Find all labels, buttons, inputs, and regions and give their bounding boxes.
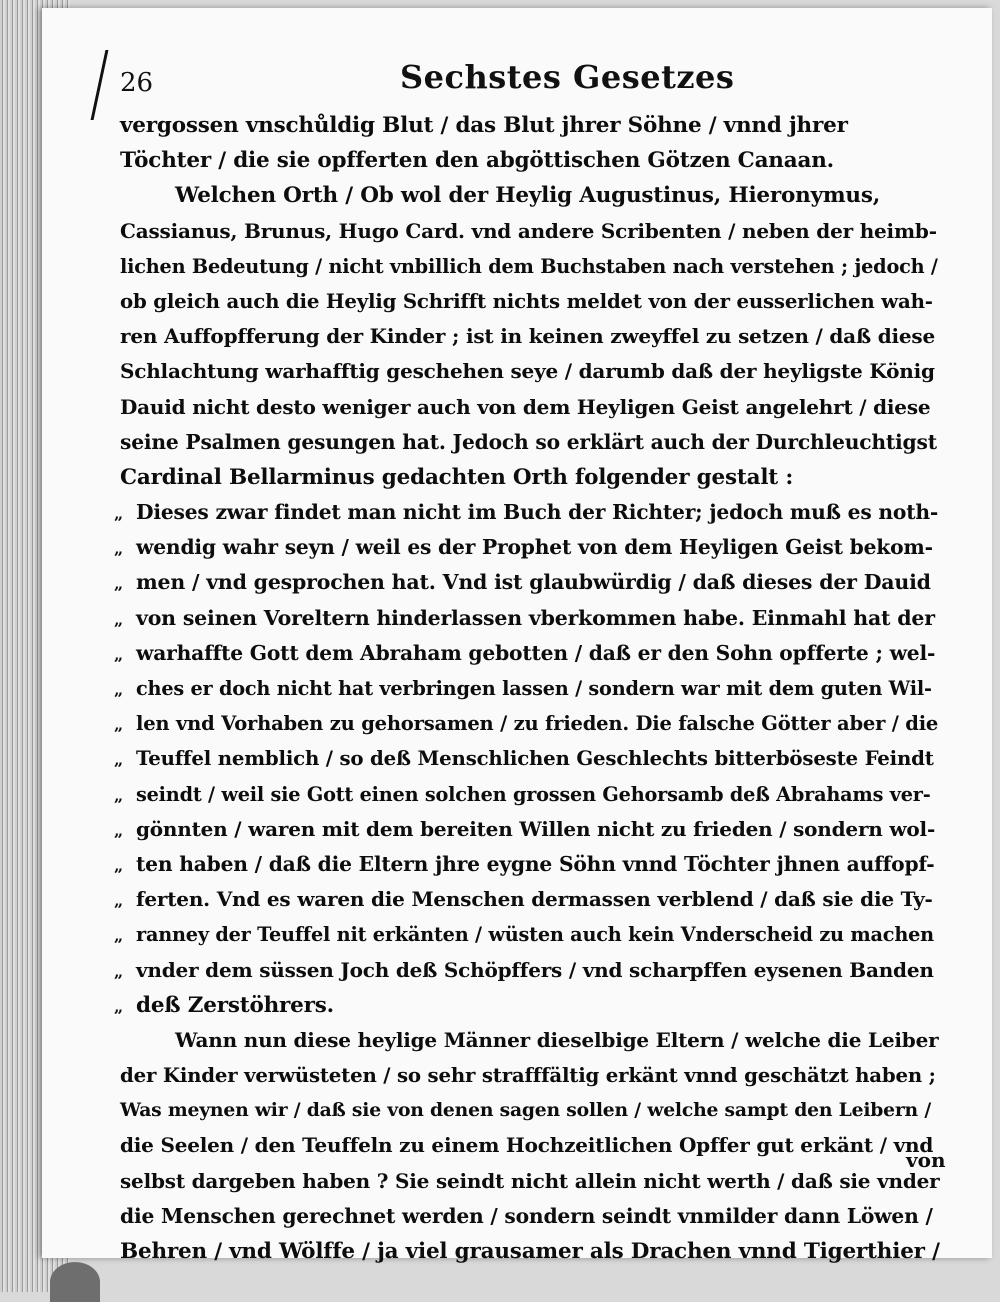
quote-mark: „ [114,855,124,875]
line-text: wendig wahr seyn / weil es der Prophet von dem Heyligen Geist bekom- [136,535,933,560]
text-line [114,671,940,706]
line-text: deß Zerstöhrers. [136,992,334,1018]
text-line [114,812,940,847]
thumb [50,1262,100,1302]
line-text: Was meynen wir / daß sie von denen sagen sollen / welche sampt den Leibern / [120,1099,931,1122]
text-line [114,495,940,530]
quote-mark: „ [114,715,124,735]
quote-mark: „ [114,820,124,840]
quote-mark: „ [114,609,124,629]
quote-mark: „ [114,504,124,524]
quote-mark: „ [114,574,124,594]
text-line [120,108,940,143]
line-text: die Seelen / den Teuffeln zu einem Hochzeitlichen Opffer gut erkänt / vnd [120,1133,934,1158]
text-line [120,284,940,319]
text-line [120,143,940,178]
quote-mark: „ [114,750,124,770]
running-head: Sechstes Gesetzes [400,58,735,96]
text-line [114,706,940,741]
line-text: lichen Bedeutung / nicht vnbillich dem Buchstaben nach verstehen ; jedoch / [120,254,938,278]
quote-mark: „ [114,644,124,664]
text-line [120,460,940,495]
text-line [114,636,940,671]
quote-mark: „ [114,785,124,805]
line-text: warhaffte Gott dem Abraham gebotten / daß er den Sohn opfferte ; wel- [136,640,936,665]
text-line [114,988,940,1023]
text-line [120,1023,940,1058]
line-text: Behren / vnd Wölffe / ja viel grausamer als Drachen vnnd Tigerthier / [120,1239,940,1264]
line-text: die Menschen gerechnet werden / sondern seindt vnmilder dann Löwen / [120,1203,933,1228]
line-text: Cardinal Bellarminus gedachten Orth folgender gestalt : [120,464,794,490]
text-line [120,1093,940,1128]
line-text: Wann nun diese heylige Männer dieselbige Eltern / welche die Leiber [175,1027,939,1052]
text-line [114,741,940,776]
text-line [120,354,940,389]
text-line [120,390,940,425]
line-text: Dieses zwar findet man nicht im Buch der Richter; jedoch muß es noth- [136,500,939,525]
text-line [114,777,940,812]
line-text: ten haben / daß die Eltern jhre eygne Söhn vnnd Töchter jhnen auffopf- [136,851,935,876]
text-line [120,178,940,213]
text-line [114,847,940,882]
text-line [114,565,940,600]
line-text: ob gleich auch die Heylig Schrifft nichts meldet von der eusserlichen wah- [120,288,933,313]
line-text: seine Psalmen gesungen hat. Jedoch so erklärt auch der Durchleuchtigst [120,429,937,454]
quote-mark: „ [114,891,124,911]
line-text: vnder dem süssen Joch deß Schöpffers / vnd scharpffen eysenen Banden [136,957,934,982]
quote-mark: „ [114,680,124,699]
line-text: seindt / weil sie Gott einen solchen grossen Gehorsamb deß Abrahams ver- [136,782,931,806]
line-text: von seinen Voreltern hinderlassen vberkommen habe. Einmahl hat der [136,605,935,630]
line-text: Dauid nicht desto weniger auch von dem Heyligen Geist angelehrt / diese [120,394,931,419]
line-text: ranney der Teuffel nit erkänten / wüsten auch kein Vnderscheid zu machen [136,923,934,947]
quote-mark: „ [114,926,124,946]
line-text: Cassianus, Brunus, Hugo Card. vnd andere Scribenten / neben der heimb- [120,218,937,243]
line-text: ferten. Vnd es waren die Menschen dermassen verblend / daß sie die Ty- [136,887,933,912]
line-text: vergossen vnschůldig Blut / das Blut jhrer Söhne / vnnd jhrer [120,113,848,138]
page-number: 26 [120,68,154,98]
line-text: ches er doch nicht hat verbringen lassen / sondern war mit dem guten Wil- [136,677,932,700]
text-line [120,1234,940,1269]
line-text: selbst dargeben haben ? Sie seindt nicht allein nicht werth / daß sie vnder [120,1168,940,1193]
line-text: Teuffel nemblich / so deß Menschlichen Geschlechts bitterböseste Feindt [136,746,934,771]
text-line [114,882,940,917]
catchword: von [906,1148,946,1172]
text-line [120,425,940,460]
line-text: Töchter / die sie opfferten den abgöttischen Götzen Canaan. [120,148,834,174]
line-text: gönnten / waren mit dem bereiten Willen nicht zu frieden / sondern wol- [136,816,936,841]
line-text: ren Auffopfferung der Kinder ; ist in keinen zweyffel zu setzen / daß diese [120,324,935,349]
text-line [120,1128,940,1163]
text-line [120,214,940,249]
text-line [114,917,940,952]
text-line [114,601,940,636]
text-line [120,1164,940,1199]
text-line [120,319,940,354]
text-line [114,953,940,988]
quote-mark: „ [114,539,124,559]
line-text: der Kinder verwüsteten / so sehr strafffältig erkänt vnnd geschätzt haben ; [120,1063,936,1088]
line-text: Schlachtung warhafftig geschehen seye / darumb daß der heyligste König [120,359,935,384]
text-line [114,530,940,565]
quote-mark: „ [114,996,124,1016]
quote-mark: „ [114,961,124,981]
text-line [120,1199,940,1234]
text-line [120,1058,940,1093]
body-text [114,108,940,1269]
line-text: men / vnd gesprochen hat. Vnd ist glaubwürdig / daß dieses der Dauid [136,570,931,595]
line-text: len vnd Vorhaben zu gehorsamen / zu frieden. Die falsche Götter aber / die [136,712,939,736]
line-text: Welchen Orth / Ob wol der Heylig Augustinus, Hieronymus, [175,183,881,209]
text-line [120,249,940,284]
